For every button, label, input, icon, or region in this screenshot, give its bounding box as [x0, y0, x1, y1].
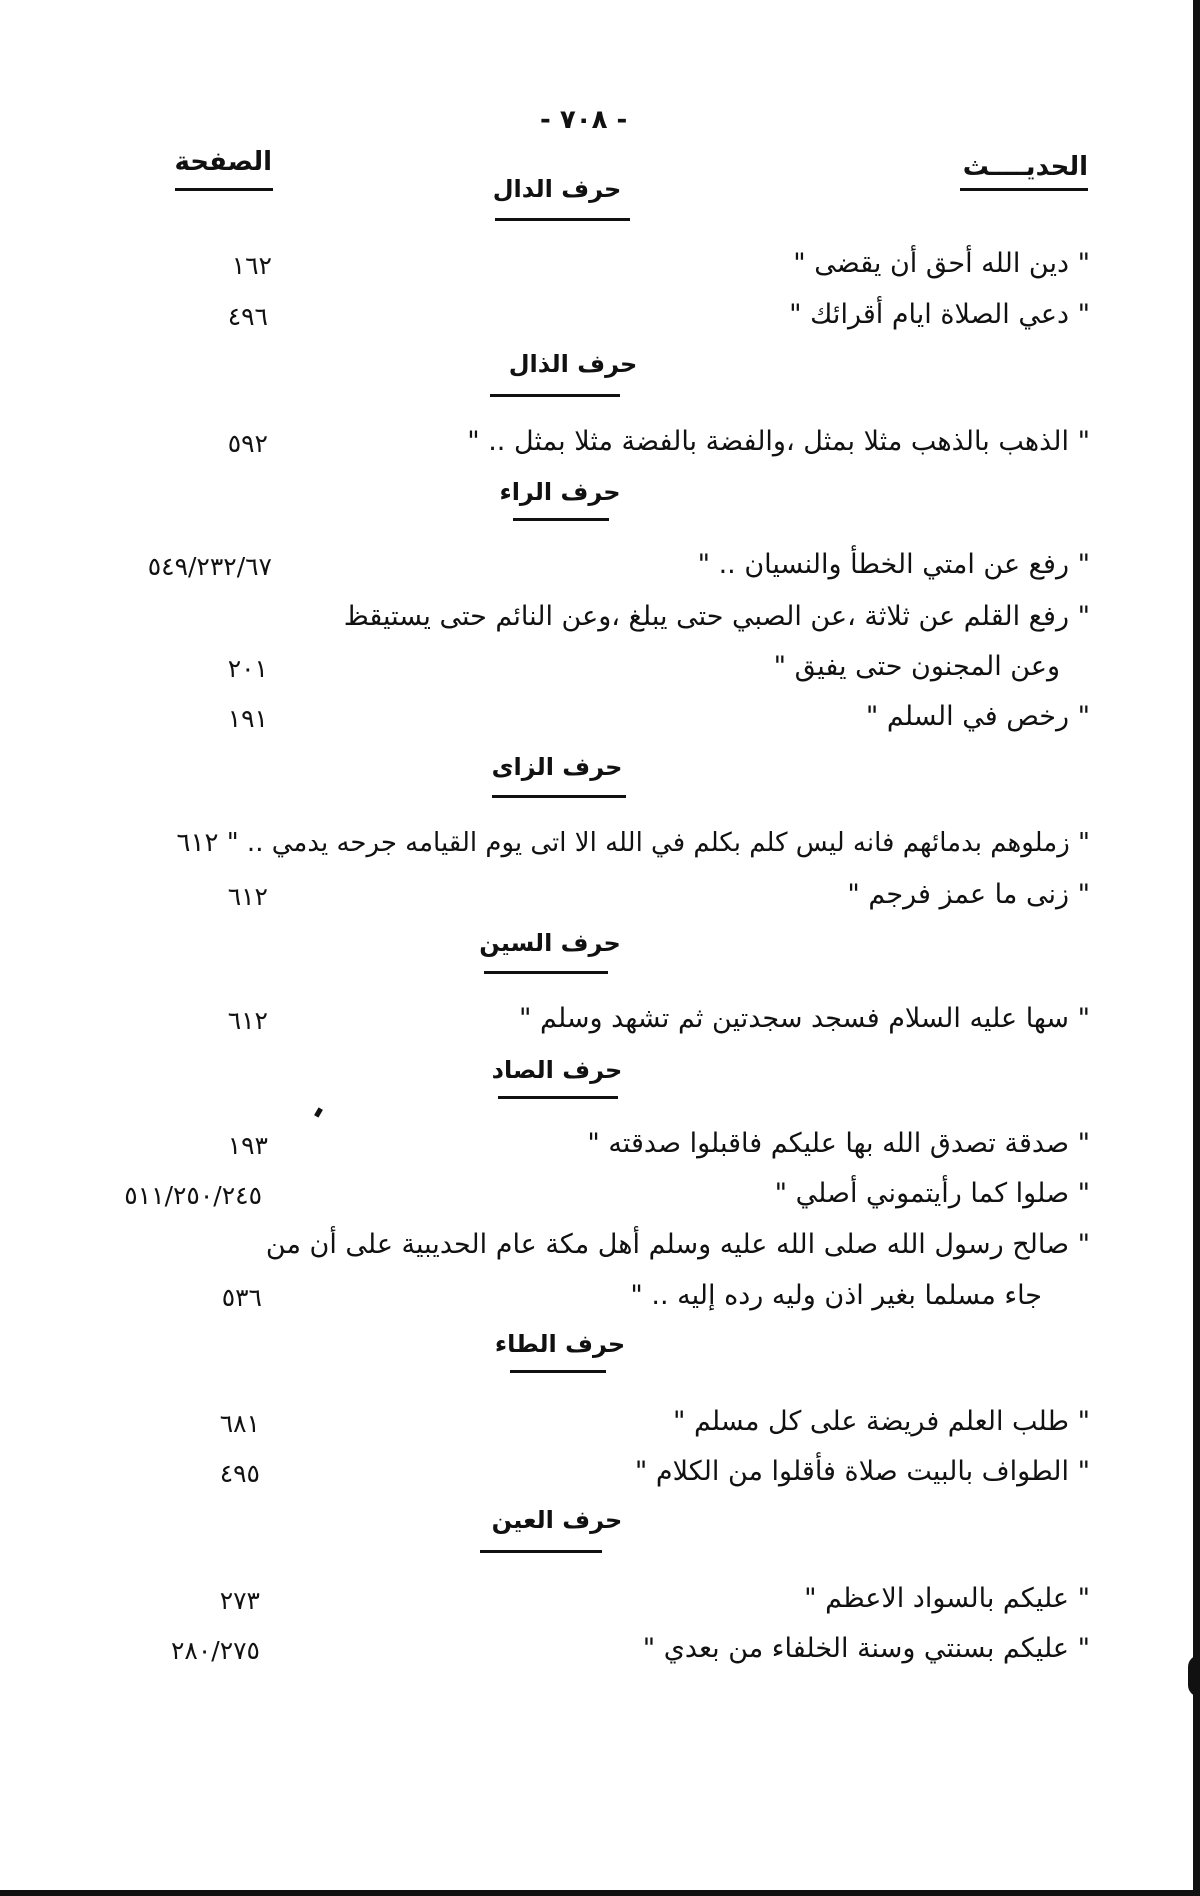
page-reference: ٢٨٠/٢٧٥: [171, 1636, 260, 1665]
section-underline: [495, 218, 630, 221]
hadith-entry-continuation: وعن المجنون حتى يفيق ": [773, 651, 1060, 682]
page-number: - ٧٠٨ -: [540, 105, 628, 135]
section-title-sin: حرف السين: [479, 929, 621, 957]
section-underline: [498, 1096, 618, 1099]
page-reference: ٥١١/٢٥٠/٢٤٥: [124, 1181, 262, 1210]
page-reference: ٦٨١: [219, 1409, 260, 1438]
scan-edge-right: [1193, 0, 1200, 1896]
section-title-sad: حرف الصاد: [491, 1056, 623, 1084]
hadith-entry: " رفع عن امتي الخطأ والنسيان .. ": [697, 549, 1090, 580]
section-title-ta: حرف الطاء: [494, 1330, 626, 1358]
page-reference: ٦١٢: [227, 1006, 268, 1035]
section-title-zay: حرف الزاى: [491, 753, 623, 781]
hadith-entry: " رخص في السلم ": [865, 701, 1090, 732]
page-reference: ٥٩٢: [227, 429, 268, 458]
section-title-dhal: حرف الذال: [508, 350, 638, 378]
page-reference: ١٦٢: [231, 251, 272, 280]
hadith-column-header: الحديــــث: [962, 152, 1088, 182]
section-title-ayn: حرف العين: [491, 1506, 623, 1534]
scan-edge-bottom: [0, 1890, 1200, 1896]
hadith-entry: " دين الله أحق أن يقضى ": [793, 248, 1090, 279]
page-reference: ٦١٢: [227, 882, 268, 911]
page-reference: ٤٩٥: [219, 1459, 260, 1488]
hadith-entry: " صدقة تصدق الله بها عليكم فاقبلوا صدقته ": [587, 1128, 1090, 1159]
hadith-entry-continuation: جاء مسلما بغير اذن وليه رده إليه .. ": [630, 1280, 1042, 1311]
section-underline: [510, 1370, 606, 1373]
hadith-entry: " عليكم بسنتي وسنة الخلفاء من بعدي ": [642, 1633, 1090, 1664]
hadith-entry: " صالح رسول الله صلى الله عليه وسلم أهل مكة عام الحديبية على أن من: [265, 1229, 1090, 1260]
page-reference: ٢٠١: [227, 654, 268, 683]
hadith-entry: " زملوهم بدمائهم فانه ليس كلم بكلم في الله الا اتى يوم القيامه جرحه يدمي .. " ٦١٢: [176, 828, 1090, 858]
hadith-entry: " الطواف بالبيت صلاة فأقلوا من الكلام ": [634, 1456, 1090, 1487]
page-reference: ٢٧٣: [219, 1586, 260, 1615]
scan-speck: [314, 1107, 323, 1117]
hadith-entry: " عليكم بالسواد الاعظم ": [804, 1583, 1090, 1614]
hadith-entry: " رفع القلم عن ثلاثة ،عن الصبي حتى يبلغ ،وعن النائم حتى يستيقظ: [343, 601, 1090, 632]
section-underline: [480, 1550, 602, 1553]
section-title-dal: حرف الدال: [492, 175, 622, 203]
scan-binding-mark: [1188, 1655, 1200, 1697]
hadith-column-underline: [960, 188, 1088, 191]
page-column-underline: [175, 188, 273, 191]
hadith-entry: " صلوا كما رأيتموني أصلي ": [774, 1178, 1090, 1209]
hadith-entry: " سها عليه السلام فسجد سجدتين ثم تشهد وسلم ": [519, 1003, 1090, 1034]
hadith-entry: " زنى ما عمز فرجم ": [847, 879, 1090, 910]
section-underline: [513, 518, 609, 521]
hadith-entry: " الذهب بالذهب مثلا بمثل ،والفضة بالفضة مثلا بمثل .. ": [467, 426, 1090, 457]
section-underline: [490, 394, 620, 397]
page-reference: ٥٤٩/٢٣٢/٦٧: [147, 552, 272, 581]
hadith-entry: " طلب العلم فريضة على كل مسلم ": [672, 1406, 1090, 1437]
hadith-entry: " دعي الصلاة ايام أقرائك ": [789, 299, 1090, 330]
page-reference: ١٩٣: [227, 1131, 268, 1160]
section-underline: [484, 971, 608, 974]
page-reference: ٤٩٦: [227, 302, 268, 331]
page-column-header: الصفحة: [174, 147, 272, 177]
page-reference: ١٩١: [227, 704, 268, 733]
section-title-ra: حرف الراء: [499, 478, 621, 506]
section-underline: [492, 795, 626, 798]
page-reference: ٥٣٦: [221, 1283, 262, 1312]
